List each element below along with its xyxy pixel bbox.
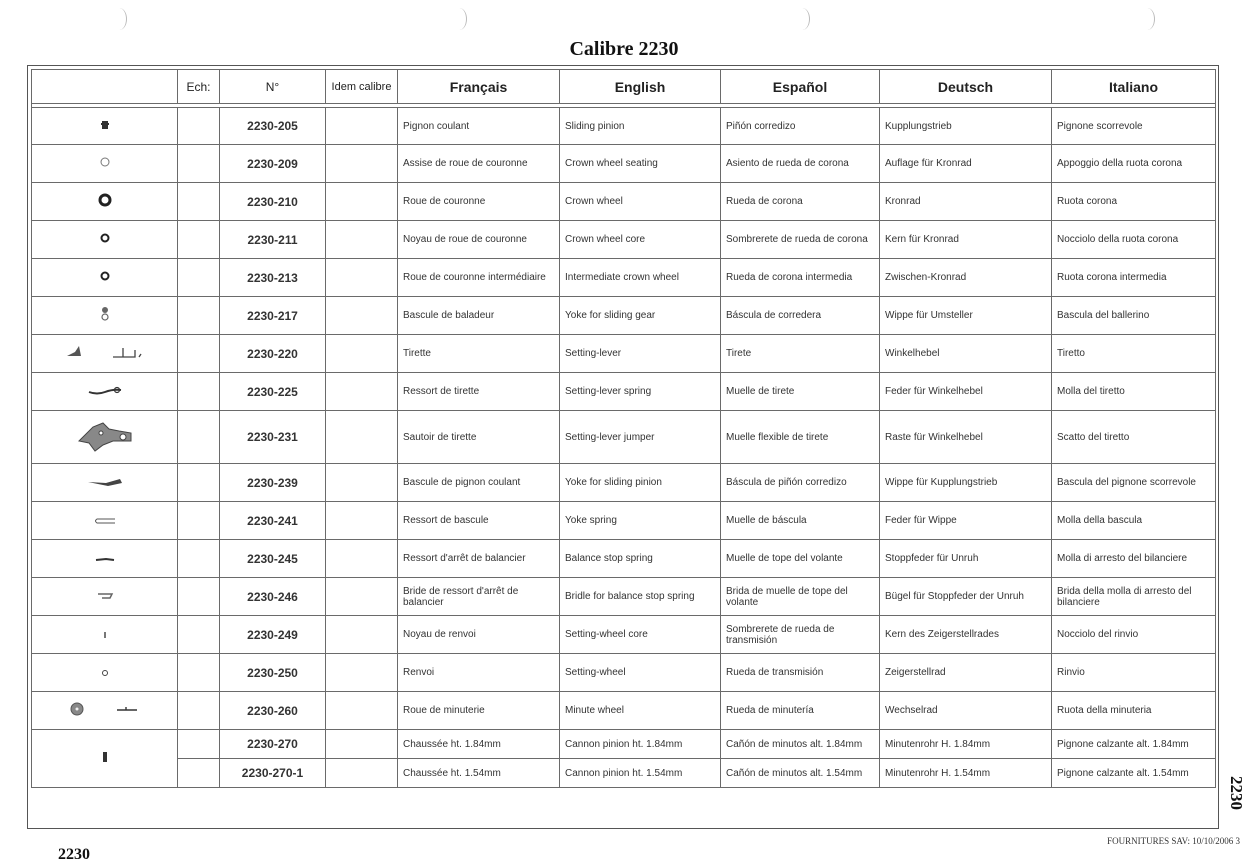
name-deutsch: Bügel für Stoppfeder der Unruh: [880, 578, 1052, 616]
table-row: [32, 373, 1216, 411]
bottom-calibre-code: 2230: [58, 846, 90, 863]
setting-lever-icon: [65, 344, 145, 363]
punch-hole-mark: [1140, 8, 1155, 30]
header-english: English: [560, 70, 721, 104]
table-row: [32, 654, 1216, 692]
side-calibre-code: 2230: [1227, 776, 1246, 810]
ech-cell: [178, 692, 220, 730]
idem-cell: [326, 616, 398, 654]
ring-medium-icon: [99, 270, 111, 285]
part-number: 2230-270-1: [220, 759, 326, 788]
name-deutsch: Winkelhebel: [880, 335, 1052, 373]
idem-cell: [326, 411, 398, 464]
part-image: [32, 540, 178, 578]
yoke-lever-icon: [86, 476, 124, 490]
idem-cell: [326, 297, 398, 335]
name-italiano: Pignone calzante alt. 1.54mm: [1052, 759, 1216, 788]
part-number: 2230-210: [220, 183, 326, 221]
table-row: [32, 502, 1216, 540]
name-francais: Assise de roue de couronne: [398, 145, 560, 183]
ech-cell: [178, 578, 220, 616]
name-italiano: Brida della molla di arresto del bilanciere: [1052, 578, 1216, 616]
part-image: [32, 259, 178, 297]
name-italiano: Scatto del tiretto: [1052, 411, 1216, 464]
idem-cell: [326, 730, 398, 759]
ech-cell: [178, 373, 220, 411]
small-ring-icon: [101, 666, 109, 680]
part-image: [32, 297, 178, 335]
part-image: [32, 183, 178, 221]
name-deutsch: Kupplungstrieb: [880, 108, 1052, 145]
parts-table-body: [32, 108, 1216, 788]
table-row: [32, 578, 1216, 616]
table-row: [32, 730, 1216, 759]
idem-cell: [326, 654, 398, 692]
name-francais: Renvoi: [398, 654, 560, 692]
name-english: Yoke spring: [560, 502, 721, 540]
name-english: Minute wheel: [560, 692, 721, 730]
part-image: [32, 654, 178, 692]
table-row: [32, 221, 1216, 259]
name-italiano: Ruota della minuteria: [1052, 692, 1216, 730]
name-deutsch: Auflage für Kronrad: [880, 145, 1052, 183]
part-number: 2230-239: [220, 464, 326, 502]
idem-cell: [326, 373, 398, 411]
yoke-icon: [100, 306, 110, 325]
name-deutsch: Wippe für Umsteller: [880, 297, 1052, 335]
name-espanol: Báscula de piñón corredizo: [721, 464, 880, 502]
part-image: [32, 730, 178, 788]
idem-cell: [326, 502, 398, 540]
name-italiano: Nocciolo del rinvio: [1052, 616, 1216, 654]
table-row: [32, 335, 1216, 373]
name-francais: Pignon coulant: [398, 108, 560, 145]
name-english: Crown wheel: [560, 183, 721, 221]
footer-note: FOURNITURES SAV: 10/10/2006 3: [1107, 836, 1240, 846]
part-number: 2230-217: [220, 297, 326, 335]
name-english: Yoke for sliding pinion: [560, 464, 721, 502]
spring-icon: [87, 385, 123, 399]
name-english: Sliding pinion: [560, 108, 721, 145]
name-italiano: Bascula del ballerino: [1052, 297, 1216, 335]
name-espanol: Rueda de corona intermedia: [721, 259, 880, 297]
name-espanol: Muelle de tirete: [721, 373, 880, 411]
name-francais: Bride de ressort d'arrêt de balancier: [398, 578, 560, 616]
table-row: [32, 183, 1216, 221]
part-image: [32, 578, 178, 616]
name-espanol: Báscula de corredera: [721, 297, 880, 335]
punch-hole-mark: [795, 8, 810, 30]
part-number: 2230-250: [220, 654, 326, 692]
idem-cell: [326, 221, 398, 259]
punch-hole-mark: [452, 8, 467, 30]
ech-cell: [178, 730, 220, 759]
ech-cell: [178, 464, 220, 502]
name-espanol: Rueda de minutería: [721, 692, 880, 730]
part-image: [32, 221, 178, 259]
table-row: [32, 145, 1216, 183]
name-english: Cannon pinion ht. 1.84mm: [560, 730, 721, 759]
part-image: [32, 692, 178, 730]
name-deutsch: Zwischen-Kronrad: [880, 259, 1052, 297]
header-francais: Français: [398, 70, 560, 104]
idem-cell: [326, 183, 398, 221]
table-row: [32, 259, 1216, 297]
ech-cell: [178, 502, 220, 540]
part-number: 2230-260: [220, 692, 326, 730]
name-espanol: Rueda de corona: [721, 183, 880, 221]
name-english: Intermediate crown wheel: [560, 259, 721, 297]
header-italiano: Italiano: [1052, 70, 1216, 104]
name-english: Crown wheel core: [560, 221, 721, 259]
name-francais: Bascule de baladeur: [398, 297, 560, 335]
name-espanol: Cañón de minutos alt. 1.84mm: [721, 730, 880, 759]
name-deutsch: Minutenrohr H. 1.84mm: [880, 730, 1052, 759]
name-deutsch: Raste für Winkelhebel: [880, 411, 1052, 464]
part-number: 2230-225: [220, 373, 326, 411]
name-italiano: Ruota corona intermedia: [1052, 259, 1216, 297]
name-italiano: Appoggio della ruota corona: [1052, 145, 1216, 183]
idem-cell: [326, 578, 398, 616]
table-row: [32, 297, 1216, 335]
part-image: [32, 502, 178, 540]
ech-cell: [178, 759, 220, 788]
name-espanol: Sombrerete de rueda de corona: [721, 221, 880, 259]
minute-wheel-icon: [65, 701, 145, 720]
name-espanol: Muelle de báscula: [721, 502, 880, 540]
name-francais: Ressort de bascule: [398, 502, 560, 540]
name-italiano: Molla di arresto del bilanciere: [1052, 540, 1216, 578]
name-espanol: Rueda de transmisión: [721, 654, 880, 692]
name-espanol: Tirete: [721, 335, 880, 373]
name-francais: Ressort d'arrêt de balancier: [398, 540, 560, 578]
name-deutsch: Feder für Winkelhebel: [880, 373, 1052, 411]
name-italiano: Rinvio: [1052, 654, 1216, 692]
name-deutsch: Feder für Wippe: [880, 502, 1052, 540]
idem-cell: [326, 464, 398, 502]
name-deutsch: Wippe für Kupplungstrieb: [880, 464, 1052, 502]
name-english: Setting-lever jumper: [560, 411, 721, 464]
part-number: 2230-211: [220, 221, 326, 259]
name-francais: Roue de couronne intermédiaire: [398, 259, 560, 297]
bridle-icon: [96, 590, 114, 604]
part-number: 2230-231: [220, 411, 326, 464]
header-espanol: Español: [721, 70, 880, 104]
table-row: [32, 759, 1216, 788]
name-francais: Noyau de roue de couronne: [398, 221, 560, 259]
name-deutsch: Kern für Kronrad: [880, 221, 1052, 259]
name-espanol: Cañón de minutos alt. 1.54mm: [721, 759, 880, 788]
name-italiano: Ruota corona: [1052, 183, 1216, 221]
ech-cell: [178, 616, 220, 654]
table-header-row: [32, 70, 1216, 104]
ech-cell: [178, 411, 220, 464]
part-image: [32, 616, 178, 654]
name-italiano: Molla della bascula: [1052, 502, 1216, 540]
part-image: [32, 411, 178, 464]
header-ech: Ech:: [178, 70, 220, 104]
name-espanol: Brida de muelle de tope del volante: [721, 578, 880, 616]
name-espanol: Sombrerete de rueda de transmisión: [721, 616, 880, 654]
parts-table: [31, 69, 1216, 788]
name-espanol: Piñón corredizo: [721, 108, 880, 145]
idem-cell: [326, 145, 398, 183]
part-number: 2230-205: [220, 108, 326, 145]
idem-cell: [326, 259, 398, 297]
table-row: [32, 540, 1216, 578]
name-italiano: Pignone calzante alt. 1.84mm: [1052, 730, 1216, 759]
name-italiano: Molla del tiretto: [1052, 373, 1216, 411]
part-number: 2230-246: [220, 578, 326, 616]
name-english: Setting-lever spring: [560, 373, 721, 411]
name-italiano: Tiretto: [1052, 335, 1216, 373]
idem-cell: [326, 108, 398, 145]
ring-thick-icon: [97, 192, 113, 211]
name-francais: Ressort de tirette: [398, 373, 560, 411]
name-english: Bridle for balance stop spring: [560, 578, 721, 616]
part-image: [32, 145, 178, 183]
name-english: Crown wheel seating: [560, 145, 721, 183]
name-francais: Noyau de renvoi: [398, 616, 560, 654]
header-number: N°: [220, 70, 326, 104]
part-image: [32, 335, 178, 373]
pinion-icon: [100, 119, 110, 133]
table-row: [32, 692, 1216, 730]
name-deutsch: Minutenrohr H. 1.54mm: [880, 759, 1052, 788]
table-row: [32, 616, 1216, 654]
header-deutsch: Deutsch: [880, 70, 1052, 104]
ech-cell: [178, 540, 220, 578]
name-deutsch: Kern des Zeigerstellrades: [880, 616, 1052, 654]
name-english: Cannon pinion ht. 1.54mm: [560, 759, 721, 788]
jumper-icon: [73, 417, 137, 458]
table-row: [32, 108, 1216, 145]
ring-medium-icon: [99, 232, 111, 247]
name-deutsch: Kronrad: [880, 183, 1052, 221]
ech-cell: [178, 108, 220, 145]
name-english: Setting-wheel: [560, 654, 721, 692]
name-francais: Sautoir de tirette: [398, 411, 560, 464]
part-number: 2230-209: [220, 145, 326, 183]
ech-cell: [178, 259, 220, 297]
name-deutsch: Wechselrad: [880, 692, 1052, 730]
name-espanol: Asiento de rueda de corona: [721, 145, 880, 183]
stop-spring-icon: [94, 552, 116, 566]
idem-cell: [326, 540, 398, 578]
part-image: [32, 108, 178, 145]
name-espanol: Muelle de tope del volante: [721, 540, 880, 578]
part-number: 2230-249: [220, 616, 326, 654]
ech-cell: [178, 654, 220, 692]
part-number: 2230-213: [220, 259, 326, 297]
part-number: 2230-270: [220, 730, 326, 759]
part-number: 2230-241: [220, 502, 326, 540]
ech-cell: [178, 221, 220, 259]
part-number: 2230-245: [220, 540, 326, 578]
name-italiano: Pignone scorrevole: [1052, 108, 1216, 145]
name-francais: Roue de minuterie: [398, 692, 560, 730]
idem-cell: [326, 759, 398, 788]
ech-cell: [178, 183, 220, 221]
core-icon: [101, 628, 109, 642]
name-francais: Bascule de pignon coulant: [398, 464, 560, 502]
cannon-pinion-icon: [101, 751, 109, 766]
ring-thin-icon: [99, 156, 111, 171]
header-image: [32, 70, 178, 104]
ech-cell: [178, 297, 220, 335]
name-italiano: Bascula del pignone scorrevole: [1052, 464, 1216, 502]
part-image: [32, 464, 178, 502]
name-english: Yoke for sliding gear: [560, 297, 721, 335]
part-number: 2230-220: [220, 335, 326, 373]
name-deutsch: Stoppfeder für Unruh: [880, 540, 1052, 578]
idem-cell: [326, 692, 398, 730]
name-francais: Chaussée ht. 1.84mm: [398, 730, 560, 759]
punch-hole-mark: [112, 8, 127, 30]
name-english: Balance stop spring: [560, 540, 721, 578]
ech-cell: [178, 335, 220, 373]
name-english: Setting-lever: [560, 335, 721, 373]
name-english: Setting-wheel core: [560, 616, 721, 654]
table-row: [32, 464, 1216, 502]
name-italiano: Nocciolo della ruota corona: [1052, 221, 1216, 259]
ech-cell: [178, 145, 220, 183]
name-francais: Tirette: [398, 335, 560, 373]
name-francais: Chaussée ht. 1.54mm: [398, 759, 560, 788]
name-deutsch: Zeigerstellrad: [880, 654, 1052, 692]
page-title: Calibre 2230: [569, 38, 679, 60]
name-francais: Roue de couronne: [398, 183, 560, 221]
table-row: [32, 411, 1216, 464]
yoke-spring-icon: [93, 514, 117, 528]
header-idem-calibre: Idem calibre: [326, 70, 398, 104]
name-espanol: Muelle flexible de tirete: [721, 411, 880, 464]
idem-cell: [326, 335, 398, 373]
part-image: [32, 373, 178, 411]
